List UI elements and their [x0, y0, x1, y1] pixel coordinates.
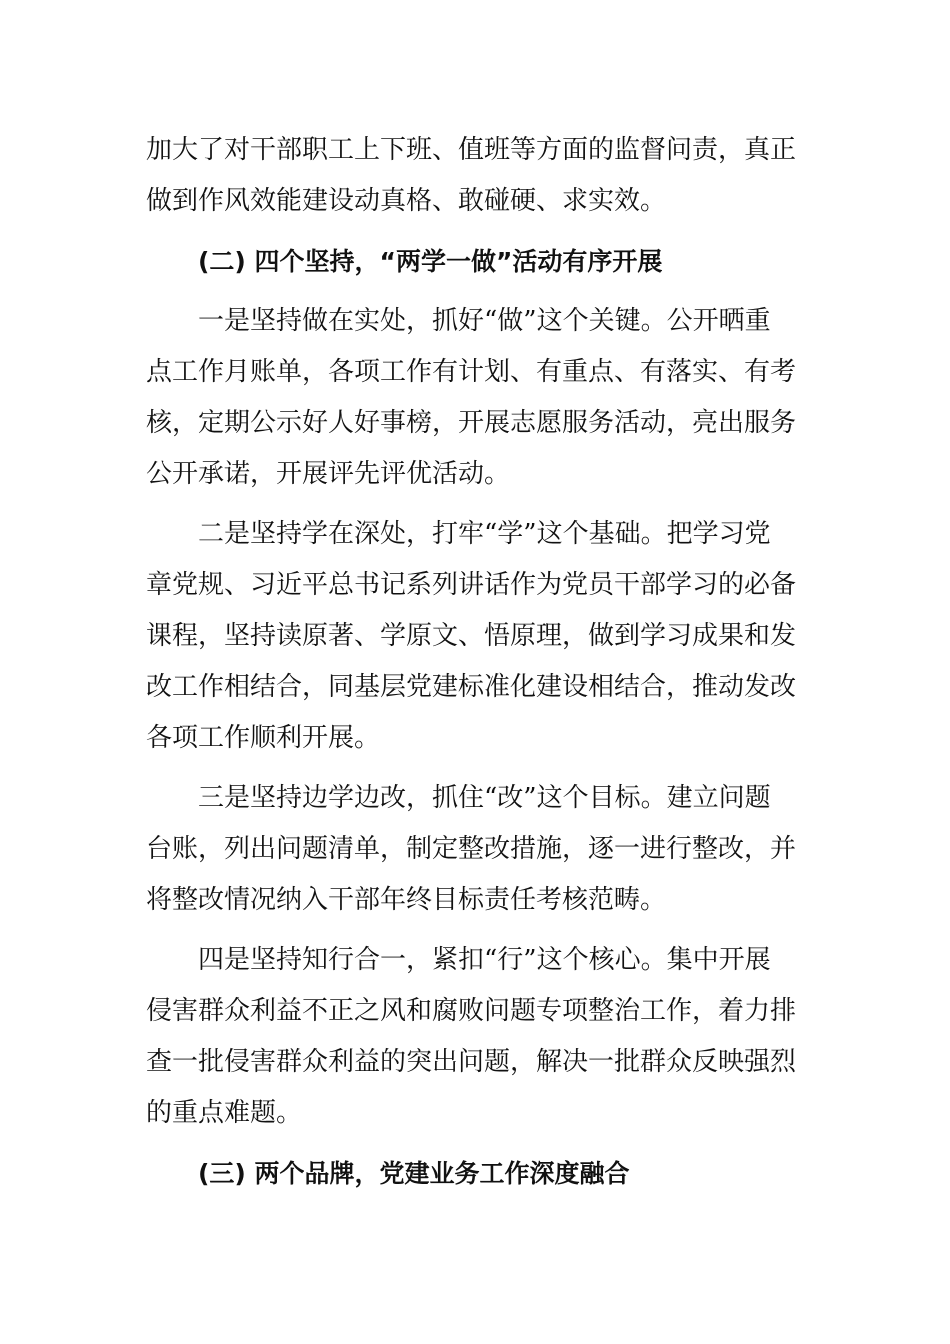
section-heading-3: (三) 两个品牌，党建业务工作深度融合: [198, 1159, 630, 1188]
section-heading-2: (二) 四个坚持，“两学一做”活动有序开展: [198, 247, 663, 276]
document-body: [146, 125, 796, 1199]
paragraph-item-1: 一是坚持做在实处，抓好“做”这个关键。公开晒重点工作月账单，各项工作有计划、有重点、有落实、有考核，定期公示好人好事榜，开展志愿服务活动，亮出服务公开承诺，开展评先评优活动。: [146, 306, 797, 489]
paragraph-item-4: 四是坚持知行合一，紧扣“行”这个核心。集中开展侵害群众利益不正之风和腐败问题专项整治工作，着力排查一批侵害群众利益的突出问题，解决一批群众反映强烈的重点难题。: [146, 945, 797, 1128]
paragraph-item-2: 二是坚持学在深处，打牢“学”这个基础。把学习党章党规、习近平总书记系列讲话作为党员干部学习的必备课程，坚持读原著、学原文、悟原理，做到学习成果和发改工作相结合，同基层党建标准化建设相结合，推动发改各项工作顺利开展。: [146, 519, 797, 753]
paragraph-item-3: 三是坚持边学边改，抓住“改”这个目标。建立问题台账，列出问题清单，制定整改措施，逐一进行整改，并将整改情况纳入干部年终目标责任考核范畴。: [146, 783, 797, 915]
paragraph-continuation: 加大了对干部职工上下班、值班等方面的监督问责，真正做到作风效能建设动真格、敢碰硬、求实效。: [146, 135, 797, 216]
